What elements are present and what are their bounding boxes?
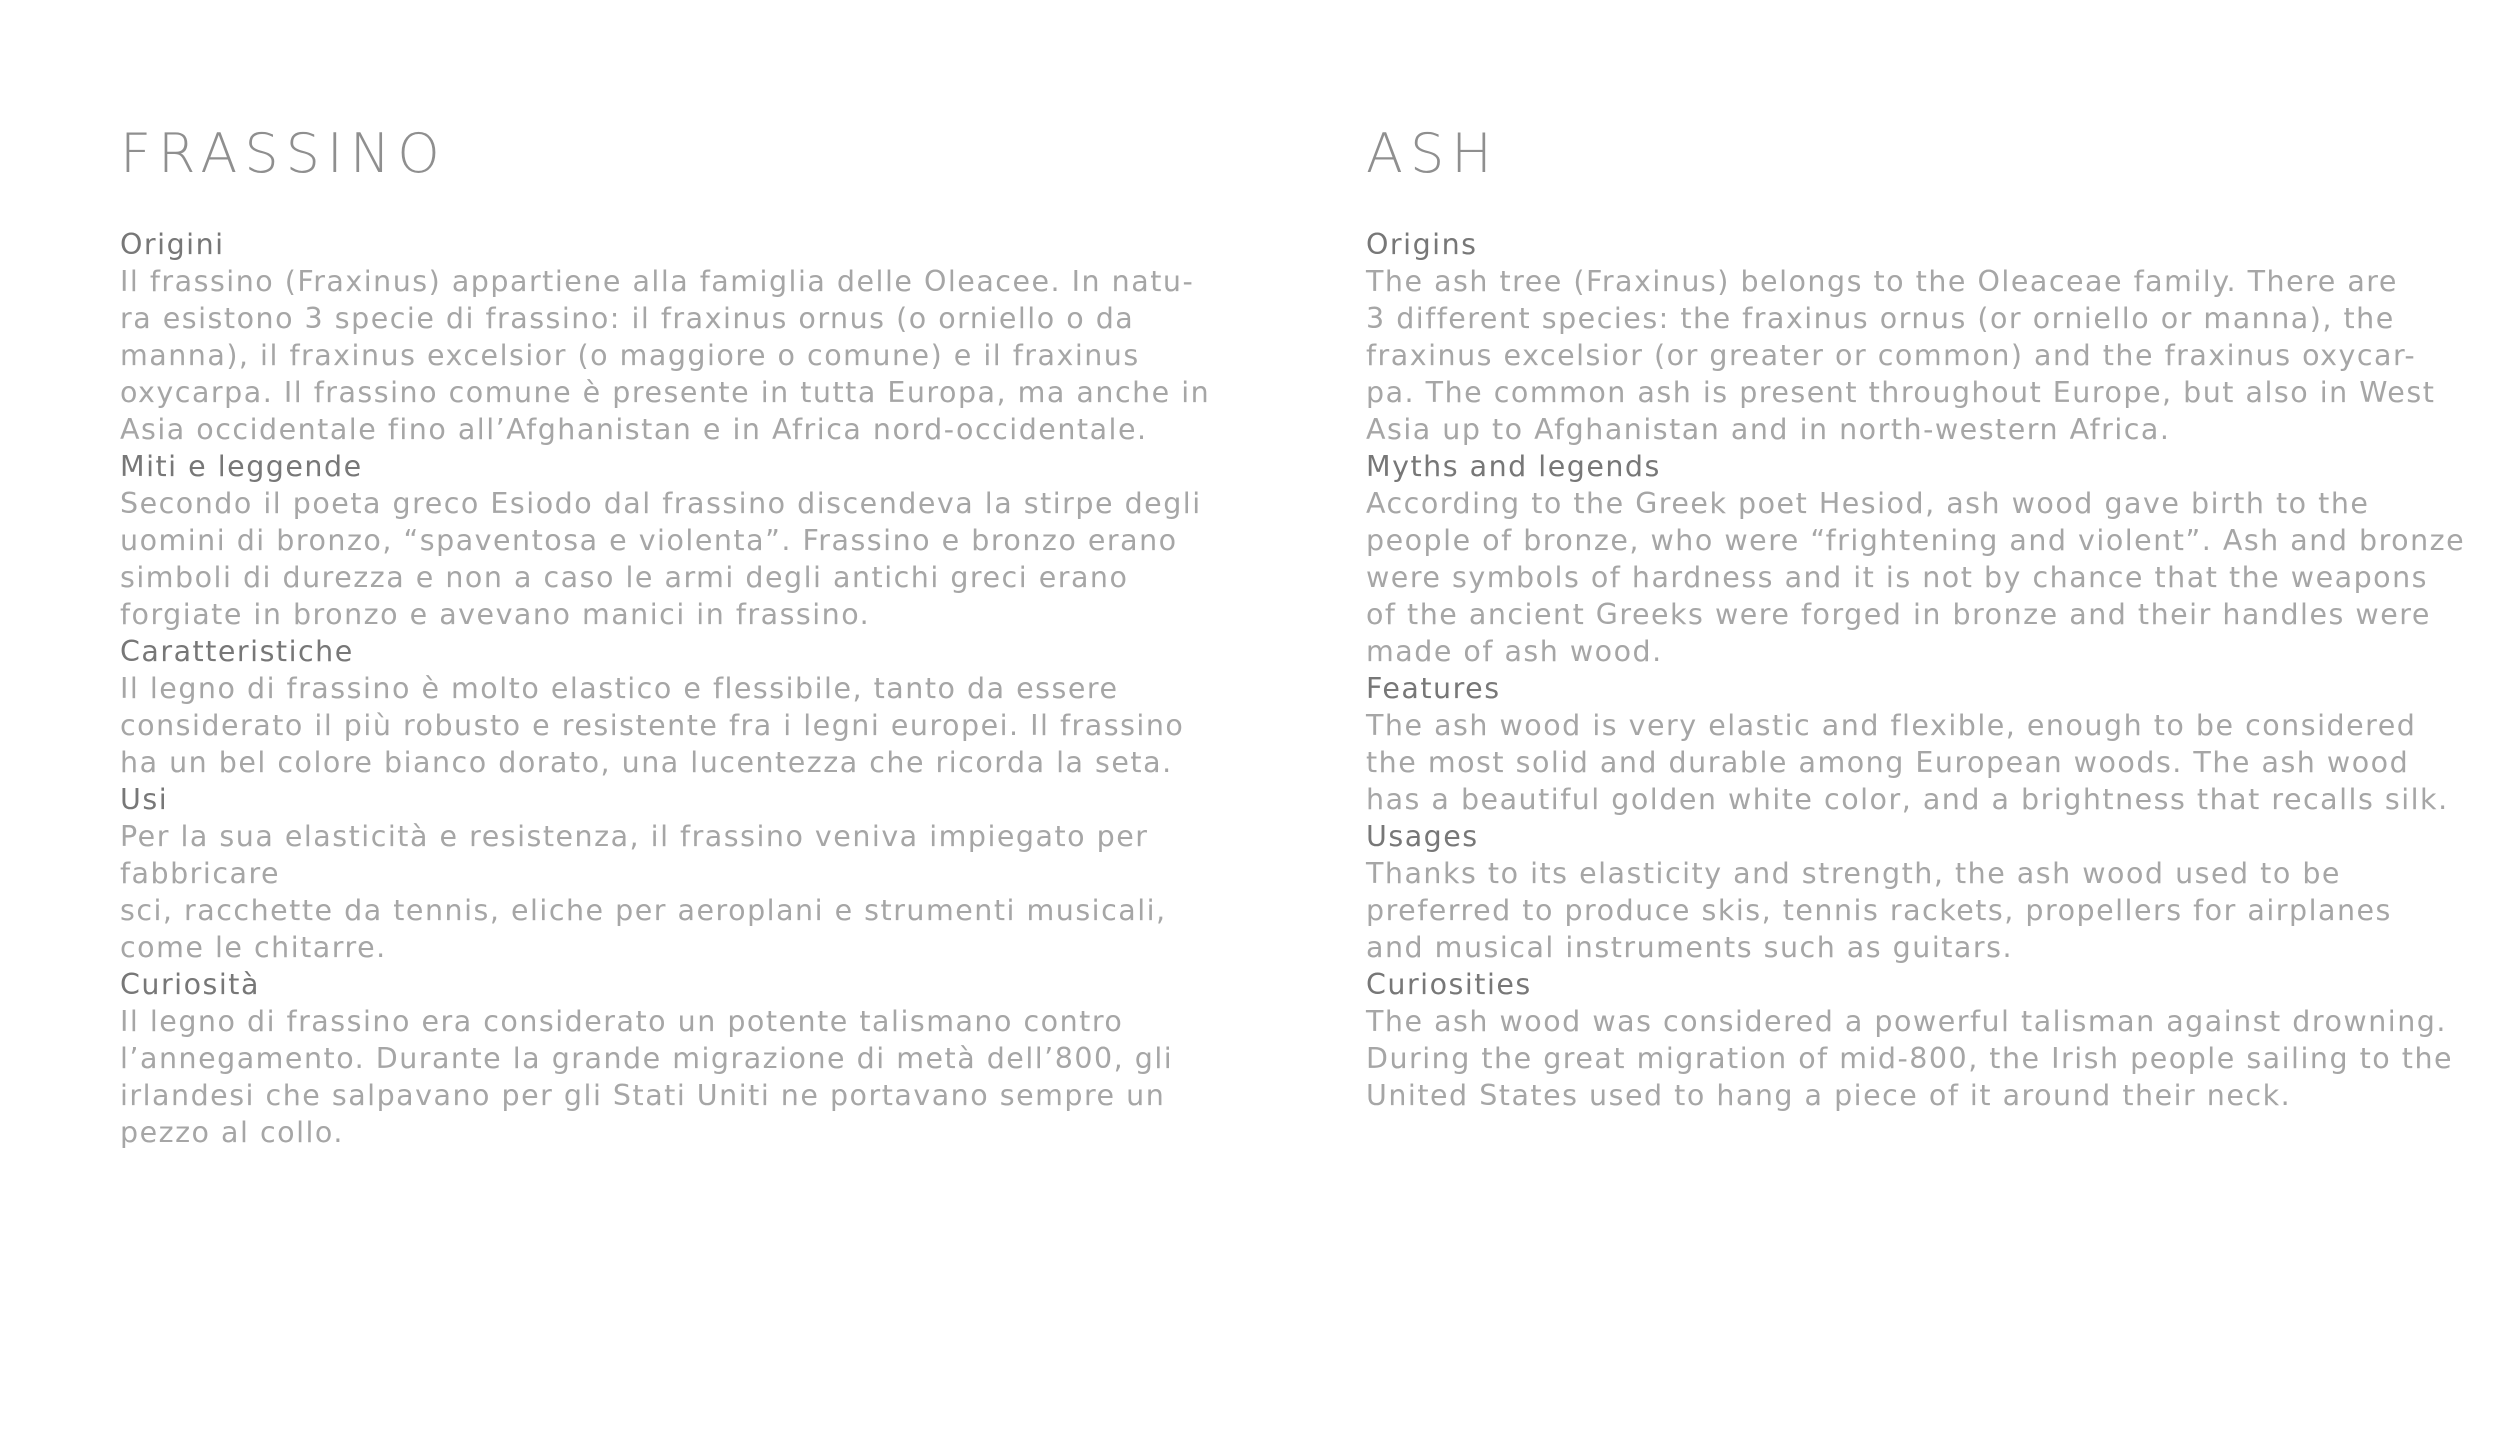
section-text-line: Per la sua elasticità e resistenza, il frassino veniva impiegato per (120, 820, 1149, 853)
section-text-line: During the great migration of mid-800, the Irish people sailing to the (1366, 1042, 2454, 1075)
section-text-line: has a beautiful golden white color, and a brightness that recalls silk. (1366, 783, 2449, 816)
italian-sections (120, 226, 1211, 1151)
section-heading: Myths and legends (1366, 450, 1661, 483)
section-text-line: ra esistono 3 specie di frassino: il fraxinus ornus (o orniello o da (120, 302, 1135, 335)
section-text-line: the most solid and durable among European woods. The ash wood (1366, 746, 2410, 779)
section-heading: Origins (1366, 228, 1478, 261)
section-text-line: of the ancient Greeks were forged in bronze and their handles were (1366, 598, 2431, 631)
section-text-line: preferred to produce skis, tennis rackets, propellers for airplanes (1366, 894, 2392, 927)
section-heading: Miti e leggende (120, 450, 363, 483)
section-text-line: The ash wood was considered a powerful talisman against drowning. (1366, 1005, 2447, 1038)
section-text-line: fabbricare (120, 857, 281, 890)
section-text-line: manna), il fraxinus excelsior (o maggiore o comune) e il fraxinus (120, 339, 1140, 372)
section-text-line: Il frassino (Fraxinus) appartiene alla famiglia delle Oleacee. In natu- (120, 265, 1195, 298)
section-text-line: irlandesi che salpavano per gli Stati Uniti ne portavano sempre un (120, 1079, 1166, 1112)
section-heading: Usages (1366, 820, 1479, 853)
section-text-line: pa. The common ash is present throughout Europe, but also in West (1366, 376, 2436, 409)
italian-column (120, 118, 1211, 1151)
english-column (1366, 118, 2466, 1114)
italian-title: FRASSINO (120, 122, 447, 185)
section-text-line: United States used to hang a piece of it around their neck. (1366, 1079, 2292, 1112)
section-text-line: The ash tree (Fraxinus) belongs to the Oleaceae family. There are (1366, 265, 2398, 298)
section-heading: Features (1366, 672, 1501, 705)
section-text-line: The ash wood is very elastic and flexible, enough to be considered (1366, 709, 2417, 742)
section-heading: Caratteristiche (120, 635, 354, 668)
section-text-line: uomini di bronzo, “spaventosa e violenta”. Frassino e bronzo erano (120, 524, 1178, 557)
section-text-line: According to the Greek poet Hesiod, ash wood gave birth to the (1366, 487, 2370, 520)
section-text-line: and musical instruments such as guitars. (1366, 931, 2014, 964)
section-text-line: considerato il più robusto e resistente fra i legni europei. Il frassino (120, 709, 1185, 742)
section-text-line: ha un bel colore bianco dorato, una lucentezza che ricorda la seta. (120, 746, 1173, 779)
section-text-line: Asia occidentale fino all’Afghanistan e in Africa nord-occidentale. (120, 413, 1148, 446)
section-text-line: oxycarpa. Il frassino comune è presente in tutta Europa, ma anche in (120, 376, 1211, 409)
english-sections (1366, 226, 2466, 1114)
english-title: ASH (1366, 122, 1499, 185)
section-text-line: fraxinus excelsior (or greater or common) and the fraxinus oxycar- (1366, 339, 2417, 372)
section-text-line: Il legno di frassino è molto elastico e flessibile, tanto da essere (120, 672, 1119, 705)
section-heading: Curiosities (1366, 968, 1532, 1001)
section-text-line: Thanks to its elasticity and strength, the ash wood used to be (1366, 857, 2341, 890)
section-text-line: pezzo al collo. (120, 1116, 344, 1149)
section-text-line: Il legno di frassino era considerato un potente talismano contro (120, 1005, 1124, 1038)
section-heading: Origini (120, 228, 225, 261)
section-text-line: Secondo il poeta greco Esiodo dal frassino discendeva la stirpe degli (120, 487, 1202, 520)
section-text-line: made of ash wood. (1366, 635, 1663, 668)
section-text-line: 3 different species: the fraxinus ornus (or orniello or manna), the (1366, 302, 2395, 335)
section-heading: Usi (120, 783, 169, 816)
section-text-line: forgiate in bronzo e avevano manici in frassino. (120, 598, 871, 631)
section-text-line: sci, racchette da tennis, eliche per aeroplani e strumenti musicali, (120, 894, 1167, 927)
section-text-line: people of bronze, who were “frightening and violent”. Ash and bronze (1366, 524, 2466, 557)
section-text-line: were symbols of hardness and it is not by chance that the weapons (1366, 561, 2429, 594)
section-text-line: simboli di durezza e non a caso le armi degli antichi greci erano (120, 561, 1129, 594)
section-heading: Curiosità (120, 968, 260, 1001)
section-text-line: come le chitarre. (120, 931, 387, 964)
section-text-line: Asia up to Afghanistan and in north-western Africa. (1366, 413, 2171, 446)
section-text-line: l’annegamento. Durante la grande migrazione di metà dell’800, gli (120, 1042, 1174, 1075)
